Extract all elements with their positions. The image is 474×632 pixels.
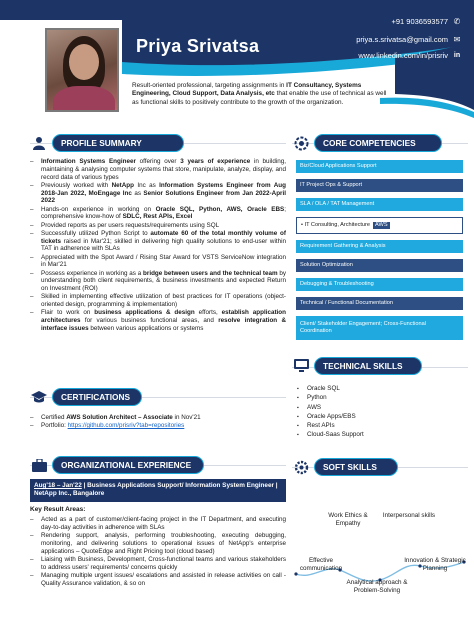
gear-person-icon [292,134,310,152]
monitor-icon [292,357,310,375]
job-title-bar [30,479,286,502]
certifications-title: CERTIFICATIONS [52,388,142,406]
key-result-item: – Managing multiple urgent issues/ escalations and assisted in release activities on call -Quality Assurance validation, & so on [30,572,286,588]
phone-icon: ✆ [453,16,461,26]
certifications-header [30,388,142,406]
technical-skill-item: ▪ AWS [296,404,456,413]
technical-skill-item: ▪ Oracle Apps/EBS [296,413,456,422]
profile-summary-item: – Flair to work on business applications & design efforts, establish application architectures for various business functional areas, and resolve integration & interface issues between various applications or systems [30,309,286,332]
competency-item: Technical / Functional Documentation [296,297,463,310]
portfolio-link[interactable]: https://github.com/prisriv?tab=repositories [67,422,185,430]
technical-skills-title: TECHNICAL SKILLS [314,357,422,375]
competency-item: Biz/Cloud Applications Support [296,160,463,173]
profile-summary-item: – Provided reports as per users requests/requirements using SQL [30,222,286,230]
gear-icon [292,458,310,476]
email-contact[interactable] [356,34,462,44]
technical-skill-item: ▪ Oracle SQL [296,385,456,394]
competency-item: Client/ Stakeholder Engagement; Cross-Functional Coordination [296,316,463,340]
soft-skill-item: Analytical approach & Problem-Solving [346,579,408,594]
core-competencies-header [292,134,442,152]
soft-skill-item: Effective communication [299,557,343,572]
competency-item: Requirement Gathering & Analysis [296,240,463,253]
soft-skills-title: SOFT SKILLS [314,458,398,476]
profile-summary-item: – Skilled in implementing effective utilization of best practices for IT operations (object-oriented design, programming & implementation) [30,293,286,309]
technical-skills-list [296,385,456,441]
profile-summary-list [30,158,286,333]
career-summary: Result-oriented professional, targeting assignments in IT Consultancy, Systems Engineering, Cloud Support, Data Analysis, etc that enable the use of technical as well as functional skills to positively contribute to the growth of the organization. [132,82,387,106]
linkedin-contact[interactable] [358,50,462,60]
linkedin-url[interactable]: www.linkedin.com/in/prisriv [358,50,448,60]
email-icon: ✉ [453,34,461,44]
technical-skill-item: ▪ Cloud-Saas Support [296,431,456,440]
competency-item: SLA / OLA / TAT Management [296,198,463,211]
briefcase-icon [30,456,48,474]
candidate-name: Priya Srivatsa [136,36,260,56]
key-result-areas-label: Key Result Areas: [30,506,86,513]
competency-item: Debugging & Troubleshooting [296,278,463,291]
profile-summary-item: – Information Systems Engineer offering over 3 years of experience in building, maintaining & analysing computer systems that store, manipulate, analyze, display, and record data of various types [30,158,286,181]
key-result-item: – Acted as a part of customer/client-facing project in the IT Department, and executing day-to-day activities in adherence with SLAs [30,516,286,532]
profile-summary-item: – Appreciated with the Spot Award / Rising Star Award for VSTS ServiceNow integration in Mar'21 [30,254,286,270]
person-icon [30,134,48,152]
job-dates: Aug'18 – Jan'22 [34,482,82,489]
competency-item: IT Project Ops & Support [296,179,463,192]
soft-skill-item: Innovation & Strategic Planning [404,557,466,572]
phone-number: +91 9036593577 [391,16,448,26]
soft-skill-item: Work Ethics & Empathy [328,512,368,527]
core-competencies-title: CORE COMPETENCIES [314,134,442,152]
certification-item: – Portfolio: https://github.com/prisriv?tab=repositories [30,422,286,430]
key-result-item: – Liaising with Business, Development, Cross-functional teams and various stakeholders to address users' requirements/ concerns quickly [30,556,286,572]
email-address[interactable]: priya.s.srivatsa@gmail.com [356,34,448,44]
profile-summary-item: – Successfully utilized Python Script to automate 60 of the total monthly volume of tickets raised in Mar'21; skilled in delivering high quality solutions to end-user within TAT in adherence with SLAs [30,230,286,253]
soft-skill-item: Interpersonal skills [382,512,436,519]
certification-item: – Certified AWS Solution Architect – Associate in Nov'21 [30,414,286,422]
technical-skill-item: ▪ Rest APIs [296,422,456,431]
key-result-areas-list [30,516,286,588]
certifications-list [30,414,286,430]
profile-summary-item: – Hands-on experience in working on Oracle SQL, Python, AWS, Oracle EBS; comprehensive know-how of SDLC, Rest APIs, Excel [30,206,286,222]
organizational-experience-title: ORGANIZATIONAL EXPERIENCE [52,456,204,474]
competency-item: • IT Consulting, Architecture AWS [296,217,463,234]
mortarboard-icon [30,388,48,406]
profile-summary-header [30,134,184,152]
technical-skill-item: ▪ Python [296,394,456,403]
profile-summary-title: PROFILE SUMMARY [52,134,184,152]
key-result-item: – Rendering support, analysis, performing troubleshooting, executing debugging, monitoring, and delivering solutions to operational issues of NetApp's enterprise applications – QuoteEdge and Right Pricing tool (cloud based) [30,532,286,555]
technical-skills-header [292,357,422,375]
competency-item: Solution Optimization [296,259,463,272]
phone-contact [391,16,462,26]
profile-summary-item: – Previously worked with NetApp Inc as Information Systems Engineer from Aug 2018-Jan 2022, MoEngage Inc as Senior Solutions Engineer from Jan 2022-April 2022 [30,182,286,205]
profile-summary-item: – Possess experience in working as a bridge between users and the technical team by understanding both client requirements, & business investments and expected Return on Investment (ROI) [30,270,286,293]
job-title: | Business Applications Support/ Information System Engineer | NetApp Inc., Bangalore [34,482,278,497]
profile-photo [45,28,119,112]
soft-skills-header [292,458,398,476]
organizational-experience-header [30,456,204,474]
linkedin-icon: in [453,51,461,59]
